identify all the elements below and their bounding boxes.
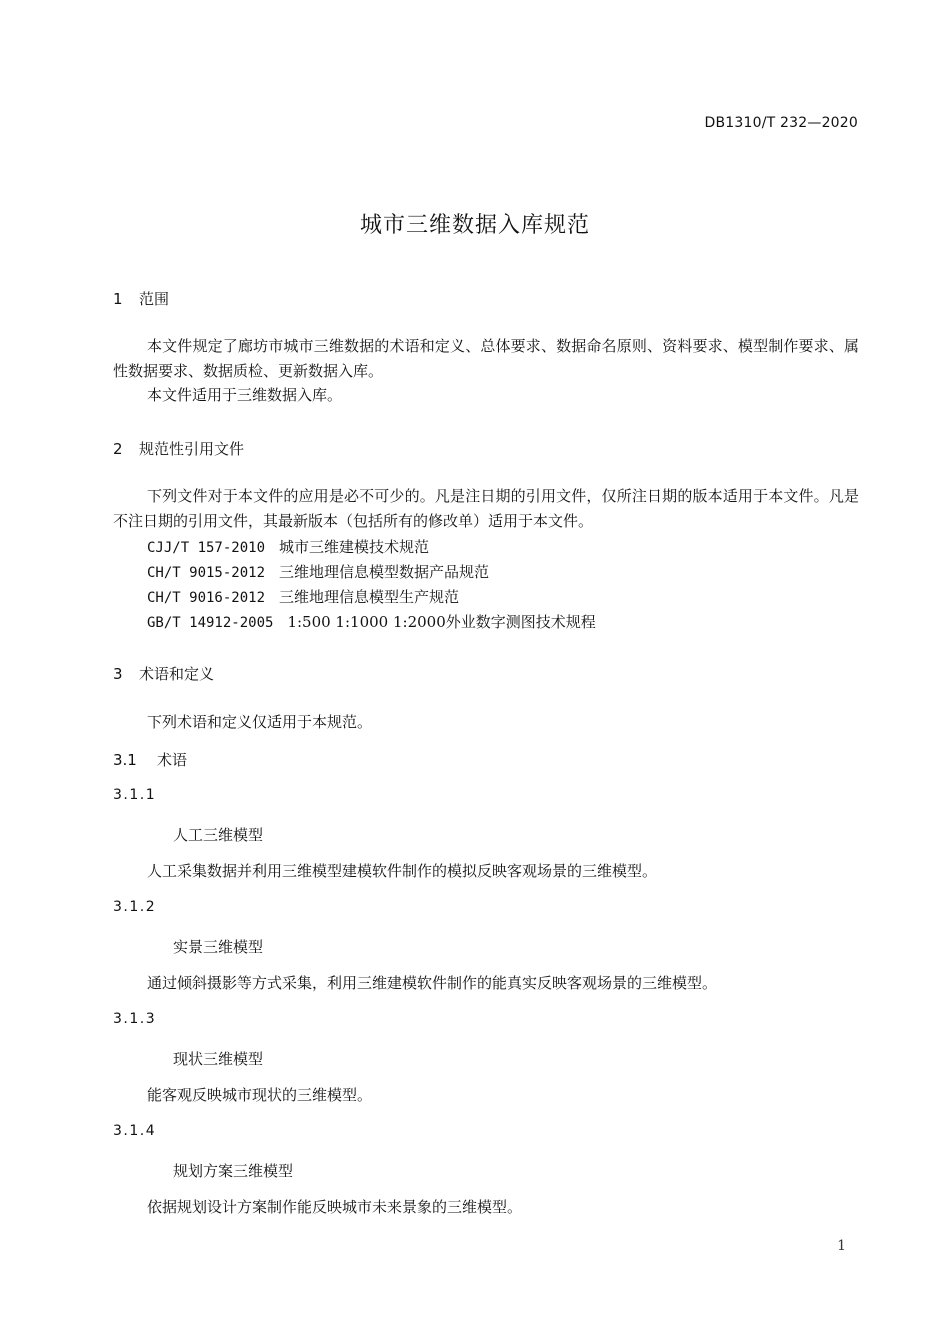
reference-code: CJJ/T 157-2010 — [147, 540, 266, 556]
reference-item — [147, 586, 459, 607]
term-definition: 依据规划设计方案制作能反映城市未来景象的三维模型。 — [147, 1198, 523, 1216]
section-1-paragraph-2: 本文件适用于三维数据入库。 — [147, 386, 343, 404]
section-1-paragraph-1: 本文件规定了廊坊市城市三维数据的术语和定义、总体要求、数据命名原则、资料要求、模型制作要求、属性数据要求、数据质检、更新数据入库。 — [113, 337, 859, 380]
section-number: 2 — [113, 440, 123, 458]
section-number: 3 — [113, 665, 123, 683]
term-name: 规划方案三维模型 — [173, 1162, 294, 1180]
section-title: 范围 — [139, 290, 170, 308]
reference-item — [147, 561, 489, 582]
term-definition: 通过倾斜摄影等方式采集，利用三维建模软件制作的能真实反映客观场景的三维模型。 — [147, 974, 718, 992]
reference-item — [147, 611, 596, 632]
page-number: 1 — [837, 1238, 846, 1254]
section-title: 规范性引用文件 — [139, 440, 245, 458]
section-3-paragraph-1: 下列术语和定义仅适用于本规范。 — [147, 713, 373, 731]
term-number: 3.1.2 — [113, 899, 157, 915]
reference-title: 三维地理信息模型数据产品规范 — [279, 563, 490, 581]
reference-code: CH/T 9015-2012 — [147, 565, 266, 581]
subsection-3-1-heading — [113, 749, 187, 770]
subsection-number: 3.1 — [113, 751, 137, 769]
section-2-paragraph-1: 下列文件对于本文件的应用是必不可少的。凡是注日期的引用文件，仅所注日期的版本适用于本文件。凡是不注日期的引用文件，其最新版本（包括所有的修改单）适用于本文件。 — [113, 487, 859, 530]
reference-title: 城市三维建模技术规范 — [279, 538, 430, 556]
subsection-title: 术语 — [157, 751, 188, 769]
reference-item — [147, 536, 429, 557]
reference-code: GB/T 14912-2005 — [147, 615, 274, 631]
term-name: 实景三维模型 — [173, 938, 264, 956]
term-name: 现状三维模型 — [173, 1050, 264, 1068]
reference-title: 三维地理信息模型生产规范 — [279, 588, 460, 606]
section-3-heading — [113, 663, 214, 684]
reference-code: CH/T 9016-2012 — [147, 590, 266, 606]
term-number: 3.1.3 — [113, 1011, 157, 1027]
section-number: 1 — [113, 290, 123, 308]
term-name: 人工三维模型 — [173, 826, 264, 844]
document-title: 城市三维数据入库规范 — [359, 213, 590, 238]
section-1-heading — [113, 288, 169, 309]
reference-title: 1:500 1:1000 1:2000外业数字测图技术规程 — [287, 613, 596, 631]
term-definition: 能客观反映城市现状的三维模型。 — [147, 1086, 373, 1104]
section-2-heading — [113, 438, 244, 459]
section-title: 术语和定义 — [139, 665, 215, 683]
term-number: 3.1.1 — [113, 787, 157, 803]
term-number: 3.1.4 — [113, 1123, 157, 1139]
term-definition: 人工采集数据并利用三维模型建模软件制作的模拟反映客观场景的三维模型。 — [147, 862, 658, 880]
document-code: DB1310/T 232—2020 — [704, 115, 858, 131]
